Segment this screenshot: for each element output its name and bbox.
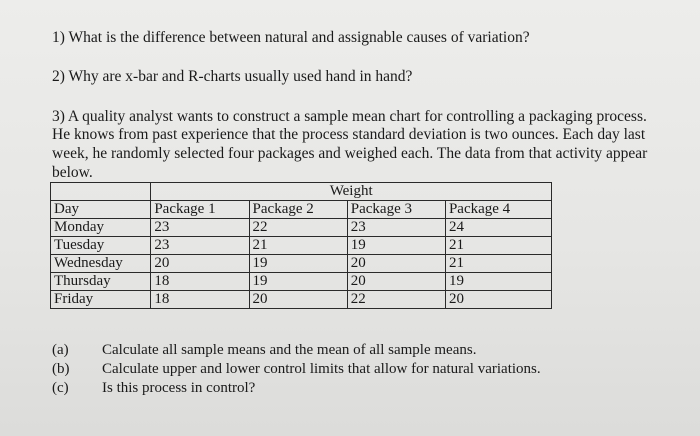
weight-cell: 18: [151, 291, 249, 309]
subpart-c-label: (c): [52, 380, 69, 396]
weight-cell: 22: [347, 291, 445, 309]
weight-cell: 20: [445, 291, 551, 309]
subpart-a-label: (a): [52, 342, 69, 358]
weight-cell: 20: [249, 291, 347, 309]
column-header-package-4: Package 4: [445, 201, 551, 219]
weight-cell: 22: [249, 219, 347, 237]
table-row: [51, 219, 552, 237]
question-1: 1) What is the difference between natural and assignable causes of variation?: [52, 29, 530, 46]
table-row: [51, 291, 552, 309]
weight-cell: 18: [151, 273, 249, 291]
question-3-line-4: below.: [52, 164, 93, 181]
table-corner-cell: [51, 183, 151, 201]
weight-cell: 21: [445, 255, 551, 273]
weight-cell: 23: [347, 219, 445, 237]
weight-cell: 23: [151, 237, 249, 255]
weight-cell: 20: [347, 273, 445, 291]
column-header-package-3: Package 3: [347, 201, 445, 219]
subpart-a-text: Calculate all sample means and the mean of all sample means.: [102, 342, 477, 358]
column-header-day: Day: [51, 201, 151, 219]
column-header-package-1: Package 1: [151, 201, 249, 219]
question-3-line-3: week, he randomly selected four packages and weighed each. The data from that activity appear: [52, 145, 648, 162]
table-group-header-row: [51, 183, 552, 201]
subpart-c-text: Is this process in control?: [102, 380, 256, 396]
weight-cell: 19: [347, 237, 445, 255]
table-row: [51, 237, 552, 255]
weight-group-header: Weight: [151, 183, 552, 201]
weight-cell: 20: [347, 255, 445, 273]
day-cell: Monday: [51, 219, 151, 237]
weight-cell: 21: [249, 237, 347, 255]
question-2: 2) Why are x-bar and R-charts usually used hand in hand?: [52, 68, 413, 85]
day-cell: Friday: [51, 291, 151, 309]
column-header-package-2: Package 2: [249, 201, 347, 219]
weight-cell: 19: [249, 255, 347, 273]
weight-cell: 20: [151, 255, 249, 273]
day-cell: Wednesday: [51, 255, 151, 273]
weight-cell: 21: [445, 237, 551, 255]
question-3-line-1: 3) A quality analyst wants to construct a sample mean chart for controlling a packaging process.: [52, 108, 647, 125]
table-row: [51, 273, 552, 291]
weight-cell: 19: [249, 273, 347, 291]
day-cell: Tuesday: [51, 237, 151, 255]
subpart-b-label: (b): [52, 361, 70, 377]
weight-cell: 23: [151, 219, 249, 237]
question-3-line-2: He knows from past experience that the process standard deviation is two ounces. Each day last: [52, 126, 646, 143]
weight-cell: 19: [445, 273, 551, 291]
weight-cell: 24: [445, 219, 551, 237]
table-header-row: [51, 201, 552, 219]
subpart-b-text: Calculate upper and lower control limits that allow for natural variations.: [102, 361, 541, 377]
table-row: [51, 255, 552, 273]
day-cell: Thursday: [51, 273, 151, 291]
weight-data-table: [50, 182, 552, 309]
